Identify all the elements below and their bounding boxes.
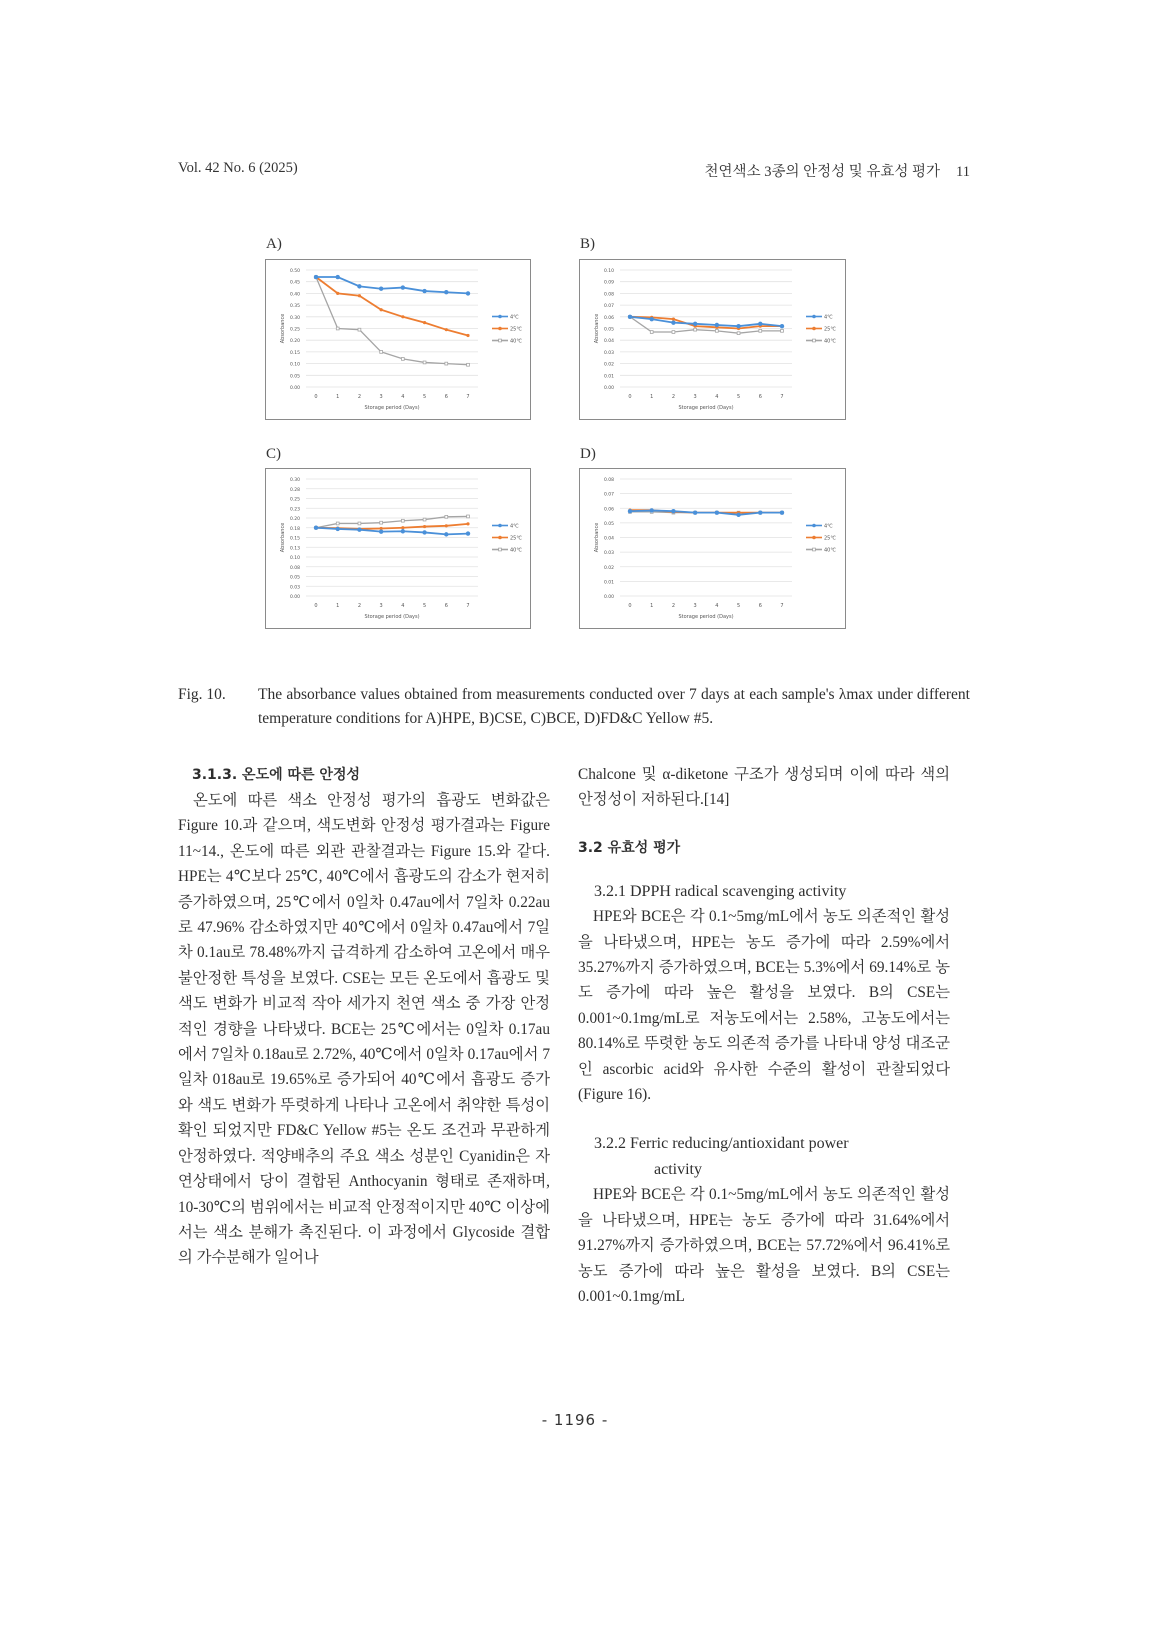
legend-entry: 4℃ (824, 523, 833, 530)
legend-entry: 4℃ (510, 523, 519, 530)
y-tick-label: 0.05 (603, 327, 614, 333)
running-title-text: 천연색소 3종의 안정성 및 유효성 평가 (704, 164, 941, 180)
y-tick-label: 0.03 (603, 350, 614, 356)
right-column (578, 762, 950, 1309)
x-axis-label: Storage period (Days) (678, 614, 734, 620)
x-tick-label: 1 (336, 394, 340, 400)
frap-paragraph: HPE와 BCE은 각 0.1~5mg/mL에서 농도 의존적인 활성을 나타냈으며, HPE는 농도 증가에 따라 31.64%에서 91.27%까지 증가하였으며, BCE는 57.72%에서 96.41%로 농도 증가에 따라 높은 활성을 보였다. B의 CSE는 0.001~0.1mg/mL (578, 1186, 950, 1305)
y-tick-label: 0.03 (603, 551, 614, 557)
y-axis-label: Absorbance (280, 313, 286, 344)
y-tick-label: 0.45 (289, 280, 300, 286)
caption-label: Fig. 10. (178, 686, 226, 703)
y-tick-label: 0.02 (603, 565, 614, 571)
y-tick-label: 0.01 (603, 580, 614, 586)
x-tick-label: 6 (444, 394, 448, 400)
panel-label-b: B) (580, 236, 595, 252)
section-heading-313: 3.1.3. 온도에 따른 안정성 (192, 767, 360, 783)
legend-entry: 25℃ (510, 326, 522, 333)
x-tick-label: 1 (650, 603, 654, 609)
y-tick-label: 0.06 (603, 507, 614, 513)
y-tick-label: 0.04 (603, 339, 614, 345)
y-tick-label: 0.10 (603, 269, 614, 274)
y-tick-label: 0.04 (603, 536, 614, 542)
caption-text: The absorbance values obtained from measurements conducted over 7 days at each sample's λmax under different temperature conditions for A)HPE, B)CSE, C)BCE, D)FD&C Yellow #5. (258, 686, 970, 727)
x-tick-label: 5 (422, 394, 427, 400)
legend-entry: 40℃ (824, 338, 836, 345)
figure-caption (178, 683, 970, 731)
y-tick-label: 0.20 (289, 339, 300, 345)
legend-entry: 25℃ (510, 535, 522, 542)
journal-page-number: 11 (956, 164, 970, 180)
chart-panel-a (265, 259, 531, 420)
x-tick-label: 6 (758, 603, 762, 609)
y-tick-label: 0.02 (603, 362, 614, 368)
x-tick-label: 2 (357, 603, 362, 609)
y-tick-label: 0.13 (289, 546, 300, 552)
x-tick-label: 0 (314, 603, 318, 609)
y-tick-label: 0.07 (603, 492, 614, 498)
x-tick-label: 6 (444, 603, 448, 609)
y-tick-label: 0.06 (603, 315, 614, 321)
x-tick-label: 4 (715, 603, 719, 609)
y-tick-label: 0.10 (289, 362, 300, 368)
x-tick-label: 3 (379, 603, 383, 609)
running-header (178, 160, 970, 182)
x-tick-label: 2 (357, 394, 362, 400)
x-tick-label: 0 (628, 394, 632, 400)
y-tick-label: 0.20 (289, 517, 300, 522)
subsection-heading-322-line1: 3.2.2 Ferric reducing/antioxidant power (594, 1135, 849, 1153)
x-tick-label: 4 (401, 603, 405, 609)
y-tick-label: 0.00 (603, 386, 614, 391)
y-tick-label: 0.07 (603, 304, 614, 310)
legend-entry: 40℃ (824, 547, 836, 554)
y-tick-label: 0.15 (289, 536, 300, 542)
x-tick-label: 7 (780, 394, 784, 400)
y-tick-label: 0.30 (289, 315, 300, 321)
x-axis-label: Storage period (Days) (364, 614, 420, 620)
left-column (178, 762, 550, 1271)
chart-panel-c (265, 468, 531, 629)
y-axis-label: Absorbance (280, 522, 286, 553)
legend-entry: 40℃ (510, 547, 522, 554)
y-tick-label: 0.00 (289, 595, 300, 600)
x-tick-label: 2 (671, 394, 676, 400)
x-axis-label: Storage period (Days) (364, 405, 420, 411)
y-tick-label: 0.28 (289, 487, 300, 493)
x-tick-label: 6 (758, 394, 762, 400)
legend-entry: 40℃ (510, 338, 522, 345)
panel-label-d: D) (580, 446, 596, 462)
y-tick-label: 0.08 (289, 565, 300, 571)
y-axis-label: Absorbance (594, 313, 600, 344)
x-tick-label: 5 (736, 603, 741, 609)
chart-a-plot (266, 260, 532, 421)
x-axis-label: Storage period (Days) (678, 405, 734, 411)
y-tick-label: 0.30 (289, 478, 300, 483)
running-title (705, 160, 970, 181)
subsection-heading-322-line2: activity (654, 1160, 702, 1178)
subsection-heading-322 (578, 1131, 950, 1182)
chart-panel-b (579, 259, 846, 420)
y-tick-label: 0.15 (289, 350, 300, 356)
x-tick-label: 7 (780, 603, 784, 609)
chart-panel-d (579, 468, 846, 629)
x-tick-label: 3 (693, 394, 697, 400)
page-footer-number: - 1196 - (541, 1411, 609, 1429)
section-heading-32: 3.2 유효성 평가 (578, 839, 681, 856)
x-tick-label: 3 (379, 394, 383, 400)
y-tick-label: 0.25 (289, 327, 300, 333)
y-tick-label: 0.00 (603, 595, 614, 600)
y-tick-label: 0.05 (289, 575, 300, 581)
y-tick-label: 0.01 (603, 374, 614, 380)
x-tick-label: 7 (466, 603, 470, 609)
chart-b-plot (580, 260, 847, 421)
legend-entry: 25℃ (824, 535, 836, 542)
y-tick-label: 0.25 (289, 497, 300, 503)
legend-entry: 4℃ (510, 314, 519, 321)
chart-d-plot (580, 469, 847, 630)
legend-entry: 25℃ (824, 326, 836, 333)
y-axis-label: Absorbance (594, 522, 600, 553)
journal-volume: Vol. 42 No. 6 (2025) (178, 160, 298, 176)
x-tick-label: 2 (671, 603, 676, 609)
x-tick-label: 4 (401, 394, 405, 400)
y-tick-label: 0.10 (289, 556, 300, 561)
y-tick-label: 0.40 (289, 292, 300, 298)
y-tick-label: 0.05 (603, 521, 614, 527)
y-tick-label: 0.23 (289, 507, 300, 513)
dpph-paragraph: HPE와 BCE은 각 0.1~5mg/mL에서 농도 의존적인 활성을 나타냈으며, HPE는 농도 증가에 따라 2.59%에서 35.27%까지 증가하였으며, BCE는 5.3%에서 69.14%로 농도 증가에 따라 높은 활성을 보였다. B의 CSE는 0.001~0.1mg/mL로 저농도에서는 2.58%, 고농도에서는 80.14%로 뚜렷한 농도 의존적 증가를 나타내 양성 대조군인 ascorbic acid와 유사한 수준의 활성이 관찰되었다(Figure 16). (578, 908, 950, 1104)
y-tick-label: 0.08 (603, 478, 614, 483)
subsection-heading-321: 3.2.1 DPPH radical scavenging activity (594, 882, 847, 900)
x-tick-label: 5 (736, 394, 741, 400)
x-tick-label: 0 (628, 603, 632, 609)
chart-c-plot (266, 469, 532, 630)
x-tick-label: 7 (466, 394, 470, 400)
y-tick-label: 0.05 (289, 374, 300, 380)
x-tick-label: 0 (314, 394, 318, 400)
x-tick-label: 4 (715, 394, 719, 400)
y-tick-label: 0.03 (289, 585, 300, 591)
y-tick-label: 0.35 (289, 304, 300, 310)
legend-entry: 4℃ (824, 314, 833, 321)
x-tick-label: 1 (336, 603, 340, 609)
x-tick-label: 3 (693, 603, 697, 609)
continued-paragraph: Chalcone 및 α-diketone 구조가 생성되며 이에 따라 색의 안정성이 저하된다.[14] (578, 766, 950, 809)
y-tick-label: 0.50 (289, 269, 300, 274)
panel-label-a: A) (266, 236, 282, 252)
y-tick-label: 0.00 (289, 386, 300, 391)
x-tick-label: 5 (422, 603, 427, 609)
x-tick-label: 1 (650, 394, 654, 400)
body-paragraph: 온도에 따른 색소 안정성 평가의 흡광도 변화값은 Figure 10.과 같으며, 색도변화 안정성 평가결과는 Figure 11~14., 온도에 따른 외관 관찰결과는 Figure 15.와 같다. HPE는 4℃보다 25℃, 40℃에서 흡광도의 감소가 현저히 증가하였으며, 25℃에서 0일차 0.47au에서 7일차 0.22au로 47.96% 감소하였지만 40℃에서 0일차 0.47au에서 7일차 0.1au로 78.48%까지 급격하게 감소하여 고온에서 매우 불안정한 특성을 보였다. CSE는 모든 온도에서 흡광도 및 색도 변화가 비교적 작아 세가지 천연 색소 중 가장 안정적인 경향을 나타냈다. BCE는 25℃에서는 0일차 0.17au에서 7일차 0.18au로 2.72%, 40℃에서 0일차 0.17au에서 7일차 018au로 19.65%로 증가되어 40℃에서 흡광도 증가와 색도 변화가 뚜렷하게 나타나 고온에서 취약한 특성이 확인 되었지만 FD&C Yellow #5는 온도 조건과 무관하게 안정하였다. 적양배추의 주요 색소 성분인 Cyanidin은 자연상태에서 당이 결합된 Anthocyanin 형태로 존재하며, 10-30℃의 범위에서는 비교적 안정적이지만 40℃ 이상에서는 색소 분해가 촉진된다. 이 과정에서 Glycoside 결합의 가수분해가 일어나 (178, 792, 550, 1267)
y-tick-label: 0.08 (603, 292, 614, 298)
panel-label-c: C) (266, 446, 281, 462)
y-tick-label: 0.09 (603, 280, 614, 286)
y-tick-label: 0.18 (289, 526, 300, 532)
